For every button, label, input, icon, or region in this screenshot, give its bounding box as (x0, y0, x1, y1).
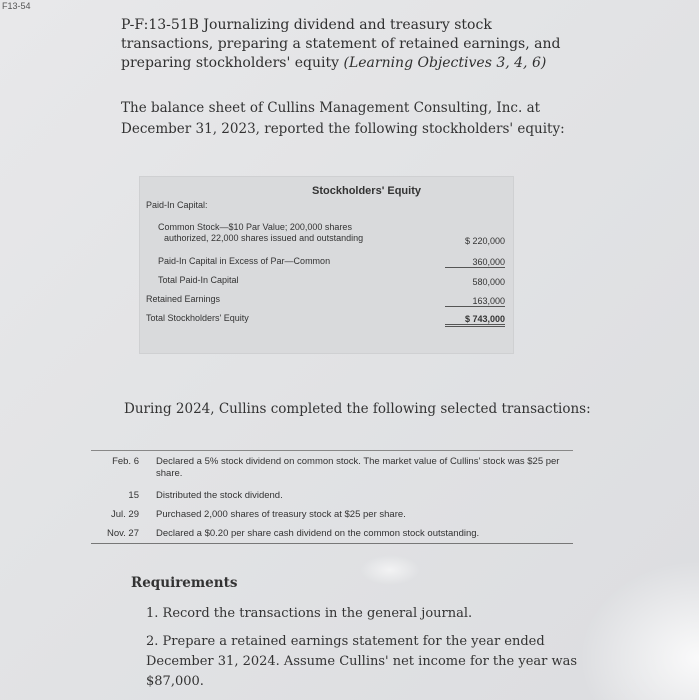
transactions-intro: During 2024, Cullins completed the following selected transactions: (124, 401, 591, 417)
transaction-date: 15 (128, 490, 139, 501)
common-stock-line-1: Common Stock—$10 Par Value; 200,000 shares (158, 222, 352, 232)
transaction-date: Feb. 6 (112, 456, 139, 467)
problem-code: P-F:13-51B (121, 17, 199, 33)
retained-earnings-label: Retained Earnings (146, 294, 221, 304)
problem-title: Journalizing dividend and treasury stock transactions, preparing a statement of retained earnings, and preparing stockholders' equity (121, 17, 561, 71)
transaction-date: Nov. 27 (106, 528, 139, 539)
table-top-rule (91, 450, 573, 451)
photo-glare (579, 560, 699, 700)
transaction-text: Distributed the stock dividend. (156, 490, 283, 501)
photo-glare (360, 555, 420, 585)
stockholders-equity-table (140, 177, 513, 353)
excess-of-par-label: Paid-In Capital in Excess of Par—Common (158, 256, 331, 266)
intro-paragraph: The balance sheet of Cullins Management Consulting, Inc. at December 31, 2023, reported the following stockholders' equity: (121, 100, 565, 137)
transaction-text: Declared a 5% stock dividend on common stock. The market value of Cullins' stock was $25 per share. (156, 456, 560, 479)
requirement-item: 1. Record the transactions in the general journal. (146, 606, 473, 621)
excess-of-par-value: 360,000 (445, 257, 505, 268)
total-paid-in-label: Total Paid-In Capital (158, 275, 239, 285)
problem-heading (121, 16, 561, 73)
requirements-title: Requirements (131, 575, 238, 591)
requirement-item: 2. Prepare a retained earnings statement for the year ended December 31, 2024. Assume Cullins' net income for the year was $87,000. (146, 634, 578, 689)
transaction-date: Jul. 29 (111, 509, 139, 520)
total-equity-value: $ 743,000 (445, 314, 505, 327)
transaction-text: Declared a $0.20 per share cash dividend on the common stock outstanding. (156, 528, 480, 539)
common-stock-line-2: authorized, 22,000 shares issued and outstanding (164, 233, 364, 243)
page-corner-tag: F13-54 (2, 1, 31, 11)
transaction-text: Purchased 2,000 shares of treasury stock at $25 per share. (156, 509, 406, 520)
retained-earnings-value: 163,000 (445, 296, 505, 307)
table-bottom-rule (91, 543, 573, 544)
learning-objectives: (Learning Objectives 3, 4, 6) (343, 55, 547, 71)
equity-table-title: Stockholders' Equity (312, 185, 421, 197)
total-paid-in-value: 580,000 (472, 277, 505, 287)
paid-in-capital-label: Paid-In Capital: (146, 200, 208, 210)
common-stock-value: $ 220,000 (464, 236, 505, 246)
total-equity-label: Total Stockholders' Equity (146, 313, 249, 323)
